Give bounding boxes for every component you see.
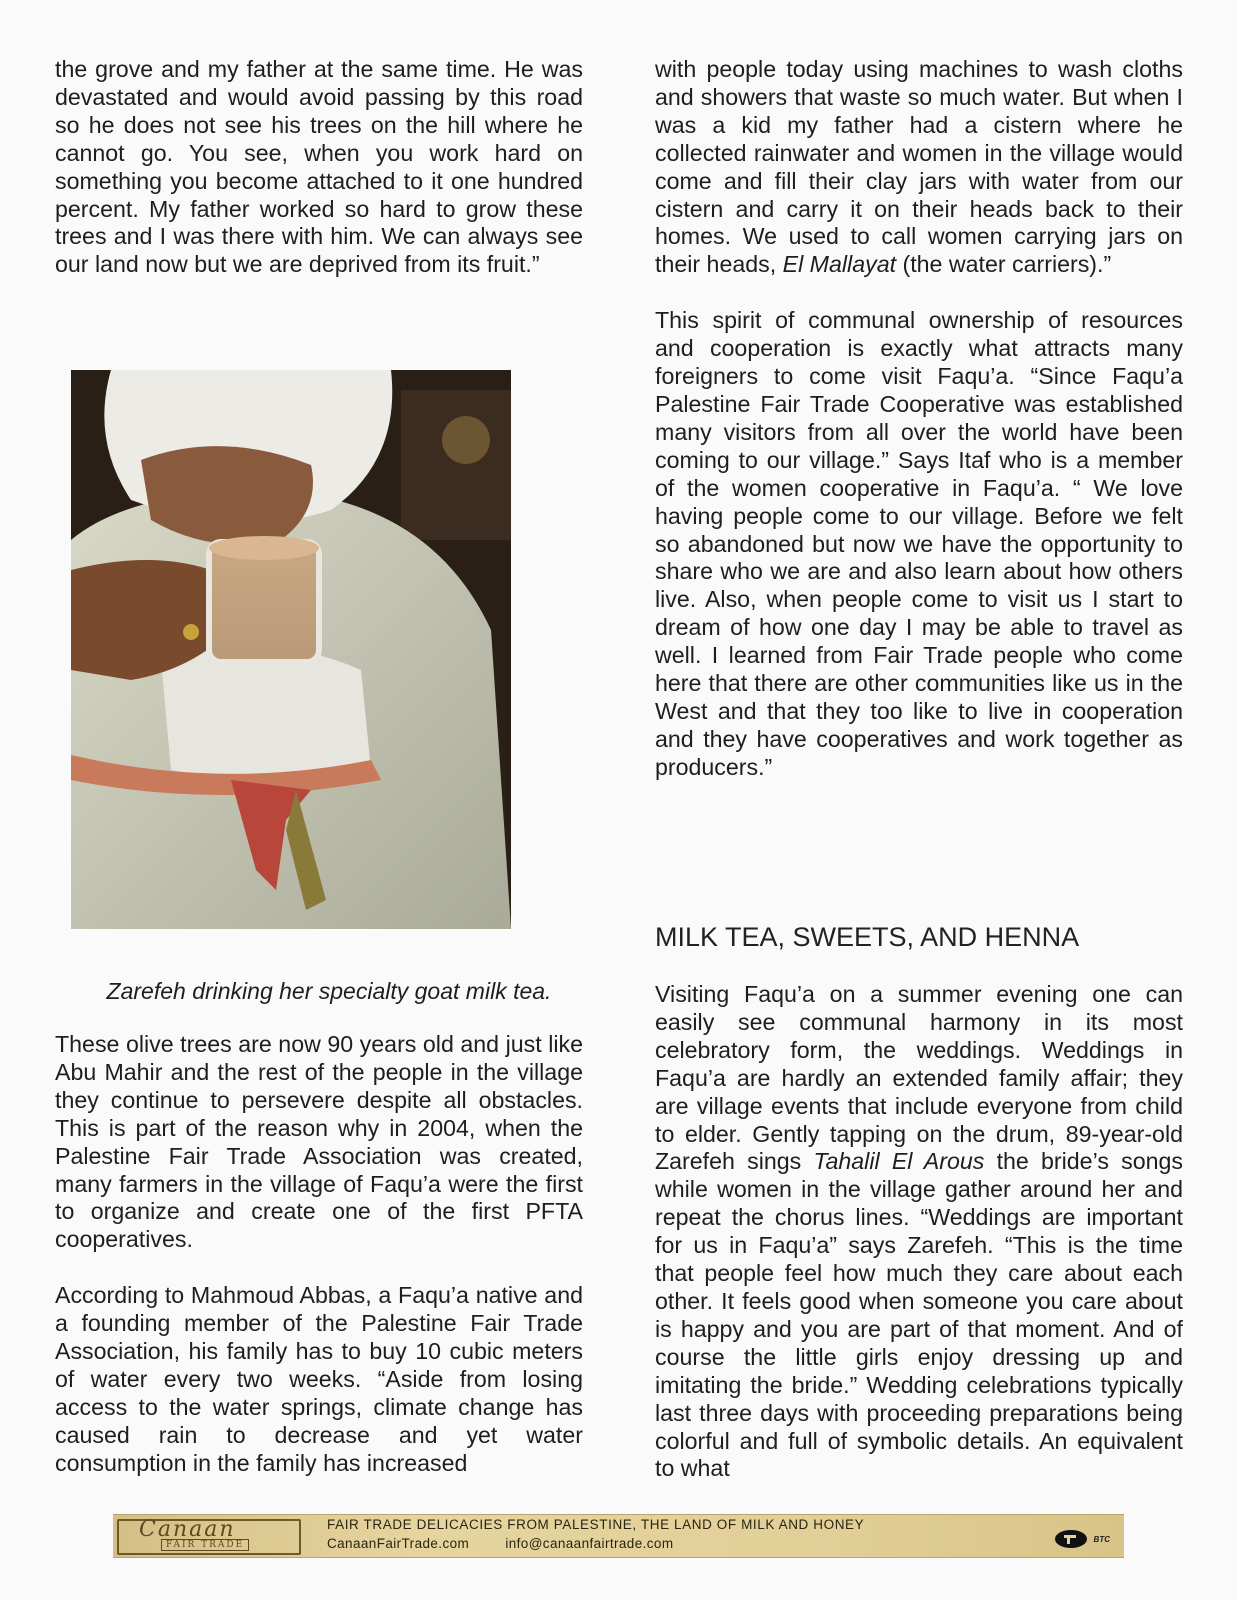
paragraph-communal-ownership: This spirit of communal ownership of resources and cooperation is exactly what attracts many foreigners to come visit Faqu’a. “Since Faqu’a Palestine Fair Trade Cooperative was established many visitors from all over the world have been coming to our village.” Says Itaf who is a member of the women cooperative in Faqu’a. “ We love having people come to our village. Before we felt so abandoned but now we have the opportunity to share who we are and also learn about how others live. Also, when people come to visit us I start to dream of how one day I may be able to travel as well. I learned from Fair Trade people who come here that there are other communities like us in the West and that they too like to live in cooperation and they have cooperatives and work together as producers.” — [655, 307, 1183, 780]
right-column-top — [655, 56, 1183, 782]
left-column-bottom — [55, 1031, 583, 1478]
canaan-logo — [117, 1519, 301, 1555]
btc-label: BTC — [1093, 1534, 1110, 1544]
banner-tagline: FAIR TRADE DELICACIES FROM PALESTINE, THE LAND OF MILK AND HONEY — [327, 1517, 865, 1532]
btc-emblem-icon — [1054, 1529, 1088, 1549]
emphasis-tahalil-el-arous: Tahalil El Arous — [813, 1148, 985, 1175]
left-column-top — [55, 56, 583, 279]
paragraph-water-carriers — [655, 56, 1183, 279]
paragraph-grove-quote: the grove and my father at the same time. He was devastated and would avoid passing by this road so he does not see his trees on the hill where he cannot go. You see, when you work hard on something you become attached to it one hundred percent. My father worked so hard to grow these trees and I was there with him. We can always see our land now but we are deprived from its fruit.” — [55, 56, 583, 278]
email-link[interactable]: info@canaanfairtrade.com — [505, 1536, 674, 1551]
footer-banner — [113, 1514, 1124, 1558]
banner-contacts — [327, 1536, 705, 1551]
photo-caption: Zarefeh drinking her specialty goat milk tea. — [106, 978, 552, 1004]
logo-script: Canaan — [139, 1517, 236, 1542]
logo-subtitle: FAIR TRADE — [161, 1539, 249, 1551]
btc-logo — [1054, 1529, 1110, 1549]
photo-illustration — [71, 370, 511, 929]
text-span: Visiting Faqu’a on a summer evening one can easily see communal harmony in its most celebratory form, the weddings. Weddings in Faqu’a are hardly an extended family affair; they are village events that include everyone from child to elder. Gently tapping on the drum, 89-year-old Zarefeh sings — [655, 981, 1183, 1175]
text-span: with people today using machines to wash cloths and showers that waste so much water. But when I was a kid my father had a cistern where he collected rainwater and women in the village would come and fill their clay jars with water from our cistern and carry it on their heads back to their homes. We used to call women carrying jars on their heads, — [655, 56, 1183, 278]
paragraph-mahmoud-abbas: According to Mahmoud Abbas, a Faqu’a native and a founding member of the Palestine Fair Trade Association, his family has to buy 10 cubic meters of water every two weeks. “Aside from losing access to the water springs, climate change has caused rain to decrease and yet water consumption in the family has increased — [55, 1282, 583, 1476]
photo-zarefeh-drinking-tea — [71, 370, 511, 929]
paragraph-olive-trees: These olive trees are now 90 years old and just like Abu Mahir and the rest of the people in the village they continue to persevere despite all obstacles. This is part of the reason why in 2004, when the Palestine Fair Trade Association was created, many farmers in the village of Faqu’a were the first to organize and create one of the first PFTA cooperatives. — [55, 1031, 583, 1253]
text-span: (the water carriers).” — [896, 251, 1112, 278]
paragraph-weddings — [655, 981, 1183, 1483]
right-column-bottom — [655, 981, 1183, 1483]
website-link[interactable]: CanaanFairTrade.com — [327, 1536, 470, 1551]
emphasis-el-mallayat: El Mallayat — [782, 251, 897, 278]
section-heading-milk-tea: MILK TEA, SWEETS, AND HENNA — [655, 922, 1080, 952]
text-span: the bride’s songs while women in the village gather around her and repeat the chorus lines. “Weddings are important for us in Faqu’a” says Zarefeh. “This is the time that people feel how much they care about each other. It feels good when someone you care about is happy and you are part of that moment. And of course the little girls enjoy dressing up and imitating the bride.” Wedding celebrations typically last three days with proceeding preparations being colorful and full of symbolic details. An equivalent to what — [655, 1148, 1183, 1482]
